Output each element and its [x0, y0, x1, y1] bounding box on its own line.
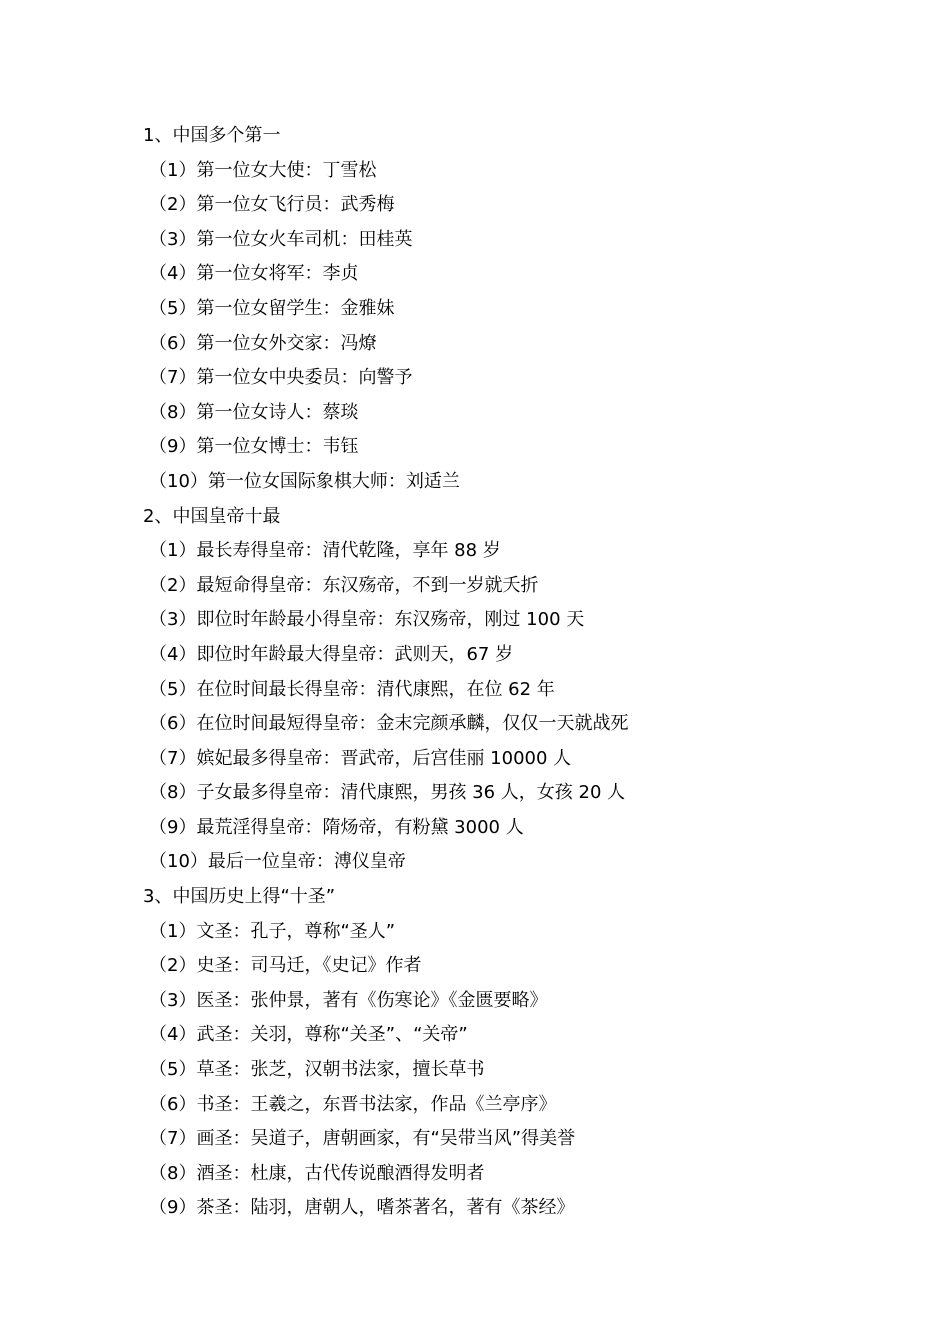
list-item: （9）第一位女博士：韦钰: [149, 436, 359, 458]
list-item: （8）子女最多得皇帝：清代康熙，男孩 36 人，女孩 20 人: [149, 782, 626, 804]
document-body: [143, 119, 903, 1226]
list-item: （2）史圣：司马迁，《史记》作者: [149, 955, 422, 977]
list-item: （7）第一位女中央委员：向警予: [149, 367, 413, 389]
list-item: （1）第一位女大使：丁雪松: [149, 159, 377, 181]
list-item: （2）最短命得皇帝：东汉殇帝，不到一岁就夭折: [149, 574, 539, 596]
list-item: （4）武圣：关羽，尊称“关圣”、“关帝”: [149, 1024, 468, 1046]
list-item: （3）医圣：张仲景，著有《伤寒论》《金匮要略》: [149, 989, 548, 1011]
list-item: （4）即位时年龄最大得皇帝：武则天，67 岁: [149, 643, 514, 665]
list-item: （8）酒圣：杜康，古代传说酿酒得发明者: [149, 1162, 485, 1184]
list-item: （3）即位时年龄最小得皇帝：东汉殇帝，刚过 100 天: [149, 609, 585, 631]
list-item: （6）第一位女外交家：冯燎: [149, 332, 377, 354]
section-3-heading: 3、中国历史上得“十圣”: [143, 886, 336, 908]
list-item: （10）第一位女国际象棋大师：刘适兰: [149, 470, 460, 492]
list-item: （5）草圣：张芝，汉朝书法家，擅长草书: [149, 1059, 485, 1081]
list-item: （2）第一位女飞行员：武秀梅: [149, 194, 395, 216]
list-item: （9）茶圣：陆羽，唐朝人，嗜茶著名，著有《茶经》: [149, 1197, 575, 1219]
section-2-heading: 2、中国皇帝十最: [143, 505, 281, 527]
list-item: （4）第一位女将军：李贞: [149, 263, 359, 285]
list-item: （1）最长寿得皇帝：清代乾隆，享年 88 岁: [149, 540, 501, 562]
list-item: （7）画圣：吴道子，唐朝画家，有“吴带当风”得美誉: [149, 1128, 576, 1150]
list-item: （10）最后一位皇帝：溥仪皇帝: [149, 851, 406, 873]
list-item: （6）书圣：王羲之，东晋书法家，作品《兰亭序》: [149, 1093, 557, 1115]
section-1-heading: 1、中国多个第一: [143, 125, 281, 146]
list-item: （7）嫔妃最多得皇帝：晋武帝，后宫佳丽 10000 人: [149, 747, 572, 769]
list-item: （8）第一位女诗人：蔡琰: [149, 401, 359, 423]
list-item: （6）在位时间最短得皇帝：金末完颜承麟，仅仅一天就战死: [149, 713, 629, 735]
list-item: （9）最荒淫得皇帝：隋炀帝，有粉黛 3000 人: [149, 816, 524, 838]
list-item: （1）文圣：孔子，尊称“圣人”: [149, 920, 396, 942]
list-item: （5）在位时间最长得皇帝：清代康熙，在位 62 年: [149, 678, 555, 700]
list-item: （5）第一位女留学生：金雅妹: [149, 297, 395, 319]
list-item: （3）第一位女火车司机：田桂英: [149, 228, 413, 250]
